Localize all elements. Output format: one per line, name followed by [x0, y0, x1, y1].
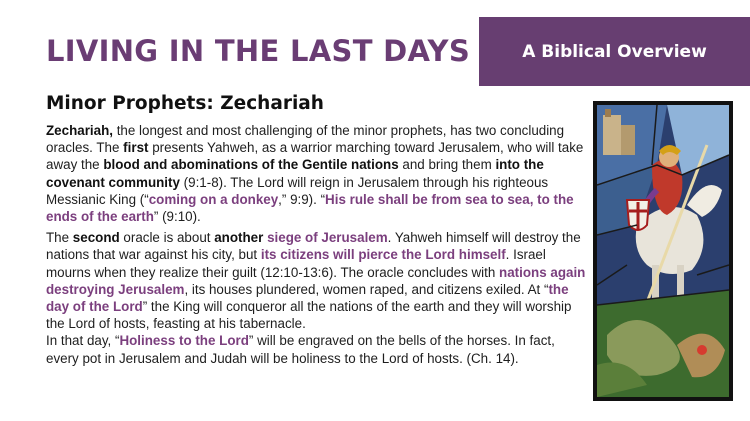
body-text	[46, 122, 590, 371]
page-title: LIVING IN THE LAST DAYS	[46, 34, 471, 68]
paragraph-day-of-lord: In that day, “Holiness to the Lord” will be engraved on the bells of the horses. In fact, every pot in Jerusalem and Judah will be holiness to the Lord of hosts. (Ch. 14).	[46, 333, 555, 366]
subtitle-banner: A Biblical Overview	[479, 17, 750, 86]
paragraph-first-oracle: Zechariah, the longest and most challenging of the minor prophets, has two concluding oracles. The first presents Yahweh, as a warrior marching toward Jerusalem, who will take away the blood and abominations of the Gentile nations and bring them into the covenant community (9:1-8). The Lord will reign in Jerusalem through his righteous Messianic King (“coming on a donkey,” 9:9). “His rule shall be from sea to sea, to the ends of the earth” (9:10).	[46, 123, 584, 225]
section-heading: Minor Prophets: Zechariah	[46, 93, 324, 114]
paragraph-second-oracle: The second oracle is about another siege of Jerusalem. Yahweh himself will destroy the nations that war against his city, but its citizens will pierce the Lord himself. Israel mourns when they realize their guilt (12:10-13:6). The oracle concludes with nations again destroying Jerusalem, its houses plundered, women raped, and citizens exiled. At “the day of the Lord” the King will conqueror all the nations of the earth and they will worship the Lord of hosts, feasting at his tabernacle.	[46, 230, 586, 332]
stained-glass-window-icon	[593, 101, 733, 401]
